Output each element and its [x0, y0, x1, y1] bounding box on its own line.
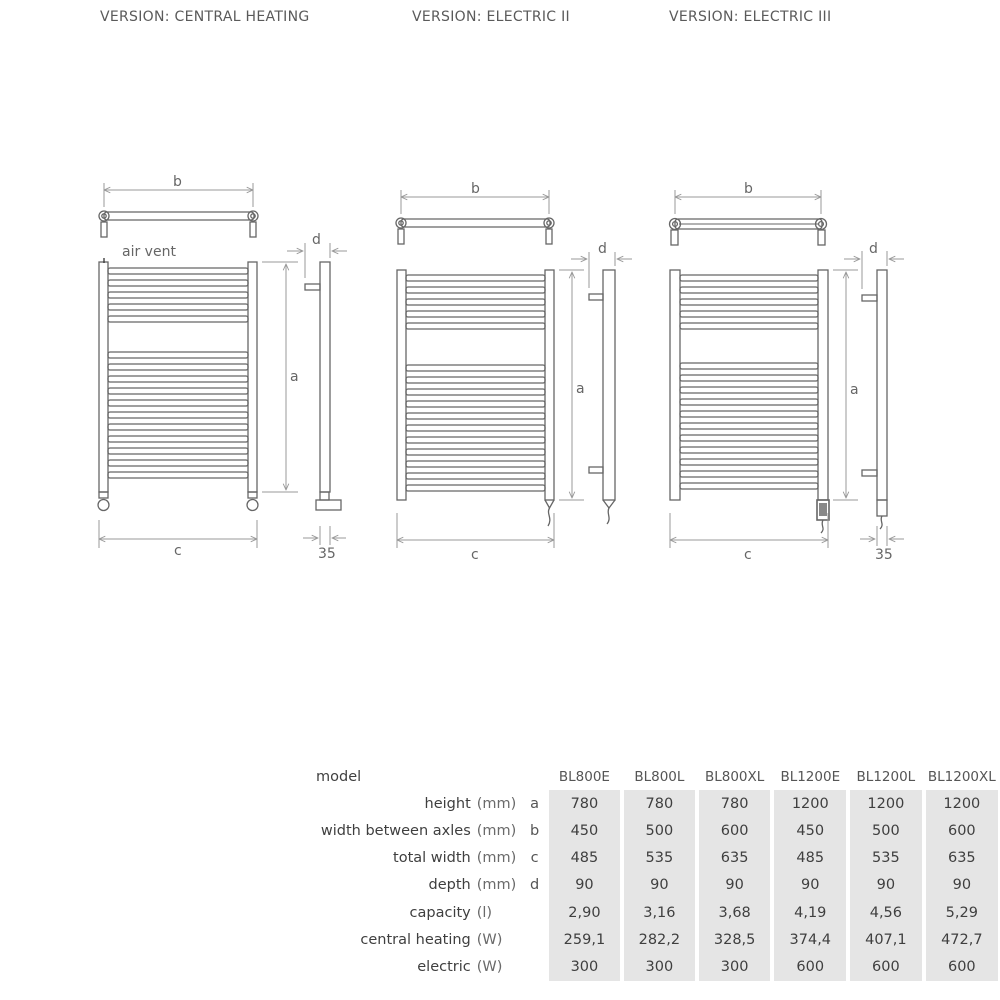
row-symbol: c	[530, 850, 539, 867]
row-unit: (l)	[476, 904, 493, 921]
table-cell: 450	[772, 817, 848, 844]
table-cell: 90	[622, 872, 697, 899]
version-title-electric-ii: VERSION: ELECTRIC II	[412, 9, 570, 25]
table-cell: 4,56	[848, 899, 924, 926]
table-cell: 600	[772, 953, 848, 980]
model-header: BL1200E	[780, 768, 841, 785]
row-unit: (mm)	[476, 850, 517, 867]
model-header: BL800L	[634, 768, 685, 785]
table-cell: 780	[547, 790, 622, 817]
central-heating-drawing	[98, 183, 347, 548]
e2-label-a: a	[576, 381, 585, 397]
ch-label-d: d	[312, 232, 321, 248]
table-cell: 374,4	[772, 926, 848, 953]
row-symbol	[522, 899, 547, 926]
e3-label-d: d	[869, 241, 878, 257]
ch-side-view	[305, 262, 341, 510]
table-cell: 1200	[772, 790, 848, 817]
table-cell: 535	[622, 845, 697, 872]
table-row	[200, 817, 1000, 844]
table-cell: 300	[622, 953, 697, 980]
electric-ii-drawing	[396, 190, 632, 548]
table-cell: 500	[848, 817, 924, 844]
spec-table	[200, 763, 1000, 981]
ch-label-a: a	[290, 369, 299, 385]
e2-front-view	[397, 270, 554, 526]
table-row	[200, 953, 1000, 980]
e2-side-view	[589, 270, 615, 524]
row-unit: (mm)	[476, 795, 517, 812]
e2-dim-c	[397, 513, 554, 548]
table-cell: 2,90	[547, 899, 622, 926]
table-cell: 780	[697, 790, 773, 817]
table-cell: 282,2	[622, 926, 697, 953]
e3-dim-35	[860, 526, 904, 546]
e3-label-35: 35	[875, 547, 893, 563]
version-title-electric-iii: VERSION: ELECTRIC III	[669, 9, 832, 25]
ch-label-c: c	[174, 543, 182, 559]
ch-dim-35	[303, 526, 346, 545]
table-cell: 90	[924, 872, 1000, 899]
table-row	[200, 790, 1000, 817]
e3-front-view	[670, 270, 829, 533]
row-unit: (mm)	[476, 822, 517, 839]
table-row	[200, 845, 1000, 872]
table-cell: 780	[622, 790, 697, 817]
table-cell: 600	[697, 817, 773, 844]
table-cell: 328,5	[697, 926, 773, 953]
row-label: width between axles	[320, 822, 471, 839]
table-cell: 90	[697, 872, 773, 899]
table-header-row	[200, 763, 1000, 790]
row-label: electric	[417, 958, 471, 975]
ch-dim-d	[287, 243, 347, 278]
table-cell: 635	[697, 845, 773, 872]
e3-label-b: b	[744, 181, 753, 197]
table-cell: 3,68	[697, 899, 773, 926]
table-cell: 600	[924, 817, 1000, 844]
row-unit: (W)	[476, 931, 503, 948]
table-cell: 1200	[924, 790, 1000, 817]
ch-front-view	[98, 258, 258, 511]
model-header: BL800XL	[704, 768, 765, 785]
table-cell: 600	[848, 953, 924, 980]
version-title-central-heating: VERSION: CENTRAL HEATING	[100, 9, 310, 25]
table-cell: 5,29	[924, 899, 1000, 926]
row-label: capacity	[409, 904, 471, 921]
row-symbol	[522, 953, 547, 980]
row-unit: (mm)	[476, 877, 517, 894]
e2-label-d: d	[598, 241, 607, 257]
table-cell: 1200	[848, 790, 924, 817]
table-cell: 407,1	[848, 926, 924, 953]
row-label: height	[424, 795, 471, 812]
row-label: central heating	[360, 931, 471, 948]
table-cell: 450	[547, 817, 622, 844]
table-cell: 90	[772, 872, 848, 899]
table-cell: 90	[547, 872, 622, 899]
e3-label-c: c	[744, 547, 752, 563]
row-label: total width	[393, 850, 471, 867]
row-unit: (W)	[476, 958, 503, 975]
table-cell: 3,16	[622, 899, 697, 926]
e3-side-view	[862, 270, 887, 529]
row-symbol: b	[529, 822, 540, 839]
air-vent-label: air vent	[122, 244, 176, 260]
row-symbol: d	[529, 877, 540, 894]
model-header: BL1200L	[856, 768, 916, 785]
table-cell: 635	[924, 845, 1000, 872]
table-cell: 535	[848, 845, 924, 872]
ch-label-35: 35	[318, 546, 336, 562]
model-header: BL800E	[558, 768, 610, 785]
row-label: depth	[428, 877, 471, 894]
model-header: BL1200XL	[927, 768, 996, 785]
table-row	[200, 926, 1000, 953]
row-symbol	[522, 926, 547, 953]
ch-label-b: b	[173, 174, 182, 190]
table-cell: 500	[622, 817, 697, 844]
model-label: model	[316, 768, 362, 785]
e3-dim-c	[670, 513, 828, 548]
row-symbol: a	[530, 795, 540, 812]
e2-label-c: c	[471, 547, 479, 563]
e3-label-a: a	[850, 382, 859, 398]
table-cell: 472,7	[924, 926, 1000, 953]
table-cell: 485	[547, 845, 622, 872]
table-cell: 600	[924, 953, 1000, 980]
e2-label-b: b	[471, 181, 480, 197]
table-cell: 300	[547, 953, 622, 980]
table-cell: 300	[697, 953, 773, 980]
ch-top-view	[99, 211, 258, 237]
table-row	[200, 899, 1000, 926]
table-cell: 4,19	[772, 899, 848, 926]
table-cell: 485	[772, 845, 848, 872]
table-cell: 90	[848, 872, 924, 899]
e2-top-view	[396, 218, 554, 244]
e3-top-view	[670, 219, 827, 246]
table-cell: 259,1	[547, 926, 622, 953]
table-row	[200, 872, 1000, 899]
